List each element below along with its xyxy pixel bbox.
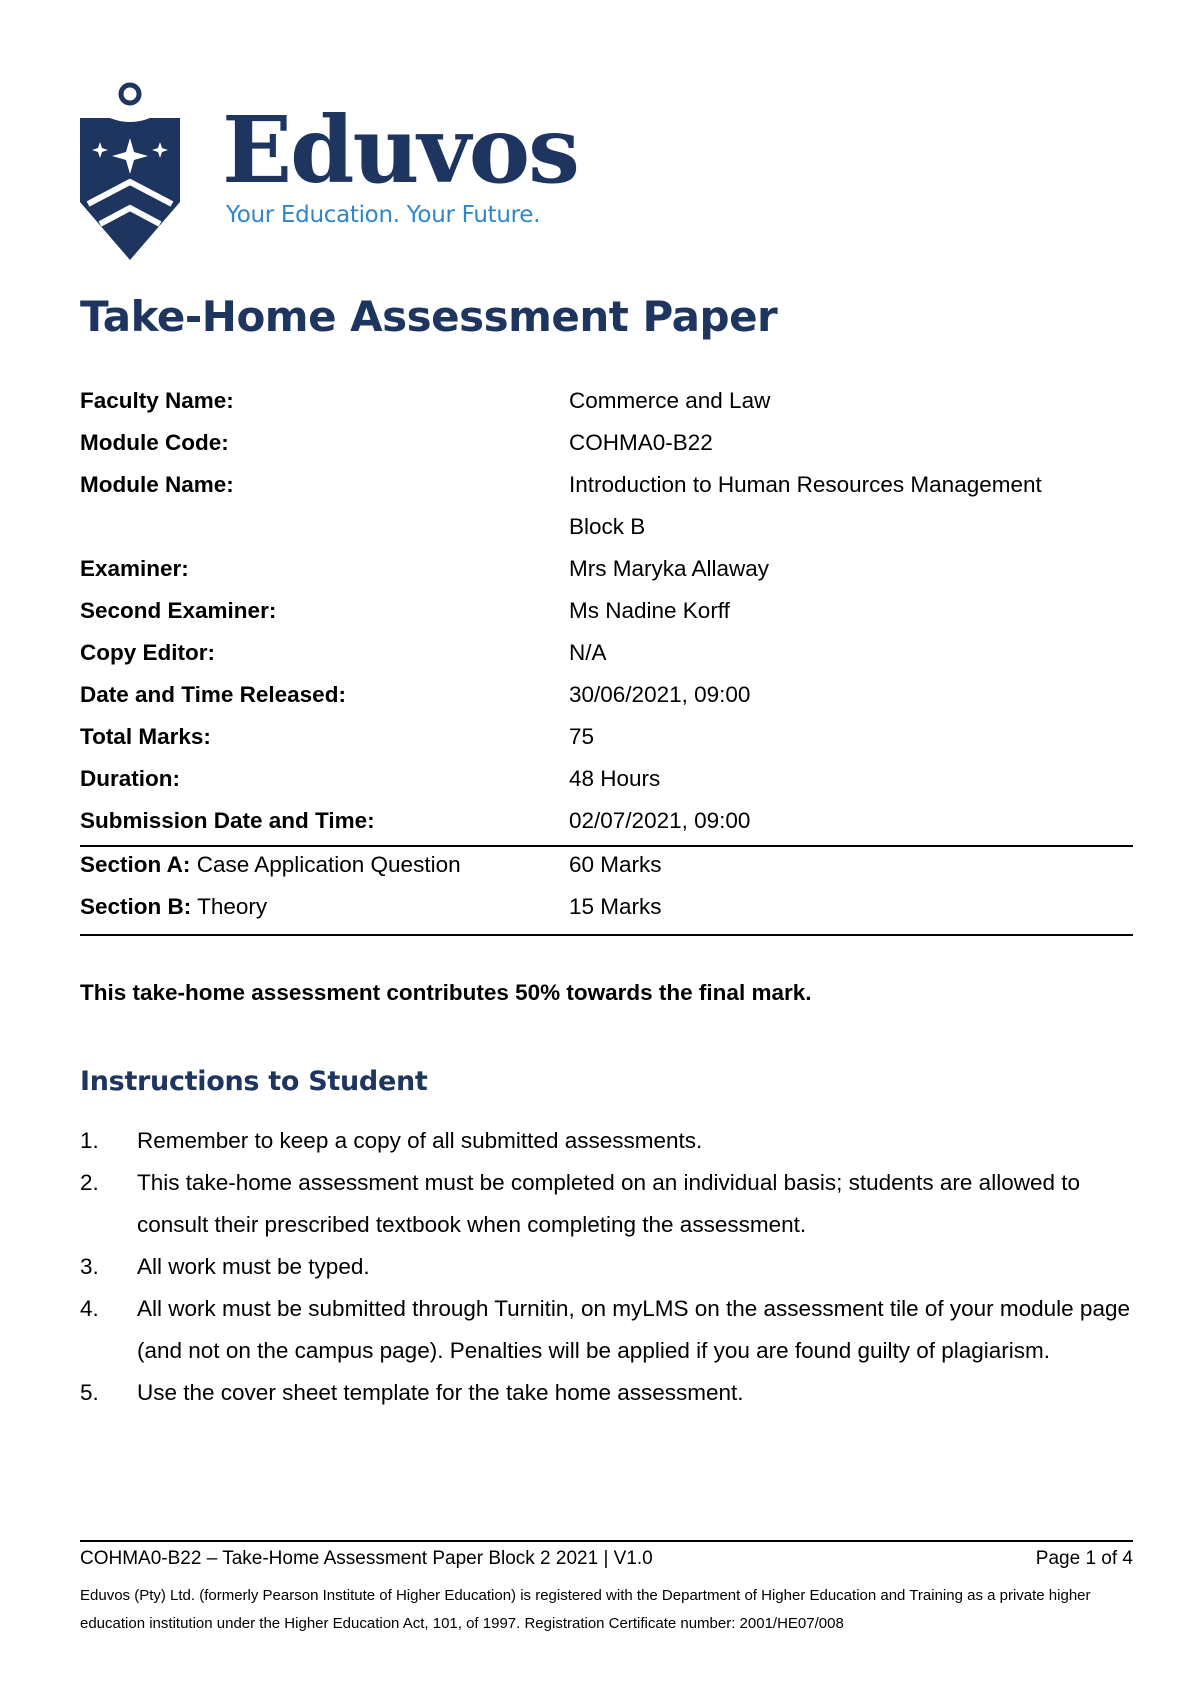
page-title: Take-Home Assessment Paper	[80, 292, 778, 341]
footer-doc-ref: COHMA0-B22 – Take-Home Assessment Paper Block 2 2021 | V1.0	[80, 1548, 653, 1569]
footer-legal-notice: Eduvos (Pty) Ltd. (formerly Pearson Institute of Higher Education) is registered with the Department of Higher Education and Training as a private higher education institution under the Higher Education Act, 101, of 1997. Registration Certificate number: 2001/HE07/008	[80, 1587, 1091, 1632]
info-value: N/A	[569, 640, 607, 665]
info-value: Block B	[569, 514, 646, 539]
info-row-released	[80, 674, 1133, 716]
info-label: Module Code:	[80, 430, 229, 455]
table-divider	[80, 845, 1133, 847]
list-item	[80, 1120, 1133, 1162]
info-value: 48 Hours	[569, 766, 661, 791]
info-row-total-marks	[80, 716, 1133, 758]
info-label: Date and Time Released:	[80, 682, 346, 707]
section-marks: 60 Marks	[569, 852, 662, 877]
info-value: 30/06/2021, 09:00	[569, 682, 751, 707]
item-text: Remember to keep a copy of all submitted assessments.	[137, 1128, 703, 1153]
info-row-duration	[80, 758, 1133, 800]
list-item	[80, 1246, 1133, 1288]
info-label: Duration:	[80, 766, 180, 791]
info-row-module-code	[80, 422, 1133, 464]
item-number: 2.	[80, 1170, 99, 1195]
item-text: Use the cover sheet template for the take home assessment.	[137, 1380, 744, 1405]
list-item	[80, 1162, 1133, 1246]
info-label: Submission Date and Time:	[80, 808, 375, 833]
info-value: Ms Nadine Korff	[569, 598, 730, 623]
info-label: Total Marks:	[80, 724, 211, 749]
item-number: 4.	[80, 1296, 99, 1321]
eduvos-logo	[78, 82, 598, 262]
brand-wordmark: Eduvos	[222, 96, 578, 204]
list-item	[80, 1288, 1133, 1372]
instructions-heading: Instructions to Student	[80, 1066, 428, 1097]
footer-rule	[80, 1540, 1133, 1542]
info-row-block	[80, 506, 1133, 548]
instructions-list	[80, 1120, 1133, 1414]
section-row-b	[80, 886, 1133, 928]
info-row-faculty	[80, 380, 1133, 422]
item-number: 1.	[80, 1128, 99, 1153]
info-value: Introduction to Human Resources Management	[569, 472, 1042, 497]
crest-icon	[78, 82, 188, 264]
section-marks: 15 Marks	[569, 894, 662, 919]
info-row-second-examiner	[80, 590, 1133, 632]
item-number: 3.	[80, 1254, 99, 1279]
info-row-examiner	[80, 548, 1133, 590]
item-text: This take-home assessment must be completed on an individual basis; students are allowed to consult their prescribed textbook when completing the assessment.	[137, 1170, 1081, 1237]
footer-page-number: Page 1 of 4	[1035, 1548, 1133, 1569]
info-label: Faculty Name:	[80, 388, 234, 413]
info-row-submission	[80, 800, 1133, 842]
section-label: Section B: Theory	[80, 894, 268, 919]
item-text: All work must be submitted through Turnitin, on myLMS on the assessment tile of your module page (and not on the campus page). Penalties will be applied if you are found guilty of plagiarism.	[137, 1296, 1130, 1363]
item-number: 5.	[80, 1380, 99, 1405]
info-value: COHMA0-B22	[569, 430, 713, 455]
info-row-copy-editor	[80, 632, 1133, 674]
info-row-module-name	[80, 464, 1133, 506]
section-label: Section A: Case Application Question	[80, 852, 461, 877]
info-value: Commerce and Law	[569, 388, 771, 413]
info-value: 75	[569, 724, 595, 749]
table-bottom-rule	[80, 934, 1133, 936]
info-value: 02/07/2021, 09:00	[569, 808, 751, 833]
info-label: Examiner:	[80, 556, 189, 581]
info-value: Mrs Maryka Allaway	[569, 556, 770, 581]
section-row-a	[80, 844, 1133, 886]
list-item	[80, 1372, 1133, 1414]
contribution-note: This take-home assessment contributes 50% towards the final mark.	[80, 980, 812, 1005]
info-label: Second Examiner:	[80, 598, 277, 623]
info-label: Copy Editor:	[80, 640, 215, 665]
item-text: All work must be typed.	[137, 1254, 370, 1279]
brand-tagline: Your Education. Your Future.	[226, 202, 541, 228]
info-label: Module Name:	[80, 472, 234, 497]
